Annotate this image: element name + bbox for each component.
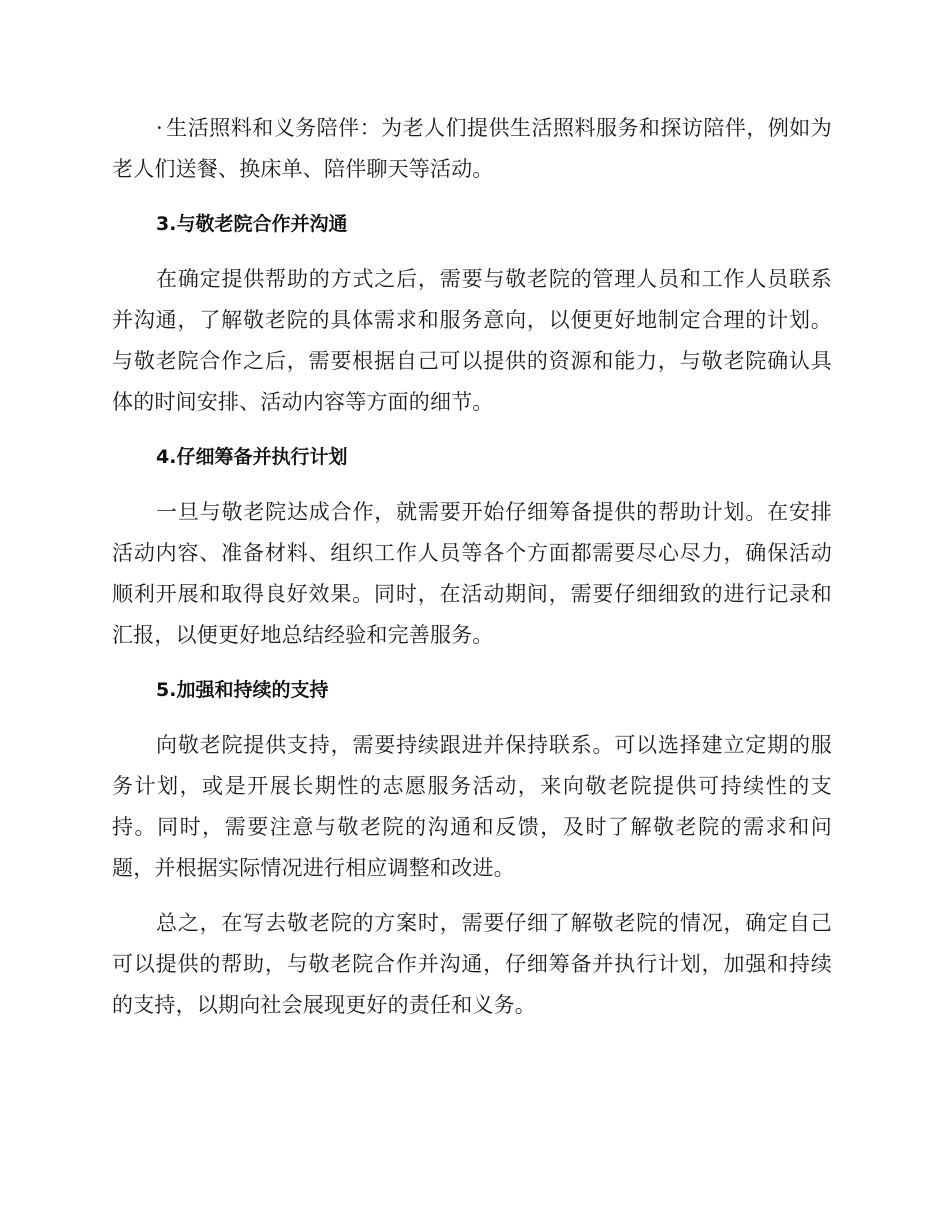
bullet-item xyxy=(112,108,832,190)
section-heading-5: 5.加强和持续的支持 xyxy=(156,679,329,701)
section-paragraph-3: 在确定提供帮助的方式之后，需要与敬老院的管理人员和工作人员联系并沟通，了解敬老院的具体需求和服务意向，以便更好地制定合理的计划。与敬老院合作之后，需要根据自己可以提供的资源和能力，与敬老院确认具体的时间安排、活动内容等方面的细节。 xyxy=(112,267,832,414)
bullet-mark: · xyxy=(156,116,163,140)
section-paragraph-4: 一旦与敬老院达成合作，就需要开始仔细筹备提供的帮助计划。在安排活动内容、准备材料、组织工作人员等各个方面都需要尽心尽力，确保活动顺利开展和取得良好效果。同时，在活动期间，需要仔细细致的进行记录和汇报，以便更好地总结经验和完善服务。 xyxy=(112,500,832,647)
section-paragraph-5: 向敬老院提供支持，需要持续跟进并保持联系。可以选择建立定期的服务计划，或是开展长期性的志愿服务活动，来向敬老院提供可持续性的支持。同时，需要注意与敬老院的沟通和反馈，及时了解敬老院的需求和问题，并根据实际情况进行相应调整和改进。 xyxy=(112,733,832,880)
document-page xyxy=(112,108,832,1040)
section-heading-4: 4.仔细筹备并执行计划 xyxy=(156,446,348,468)
section-heading-3: 3.与敬老院合作并沟通 xyxy=(156,213,348,235)
bullet-text: 生活照料和义务陪伴：为老人们提供生活照料服务和探访陪伴，例如为老人们送餐、换床单、陪伴聊天等活动。 xyxy=(112,116,832,181)
conclusion-paragraph: 总之，在写去敬老院的方案时，需要仔细了解敬老院的情况，确定自己可以提供的帮助，与敬老院合作并沟通，仔细筹备并执行计划，加强和持续的支持，以期向社会展现更好的责任和义务。 xyxy=(112,911,832,1017)
